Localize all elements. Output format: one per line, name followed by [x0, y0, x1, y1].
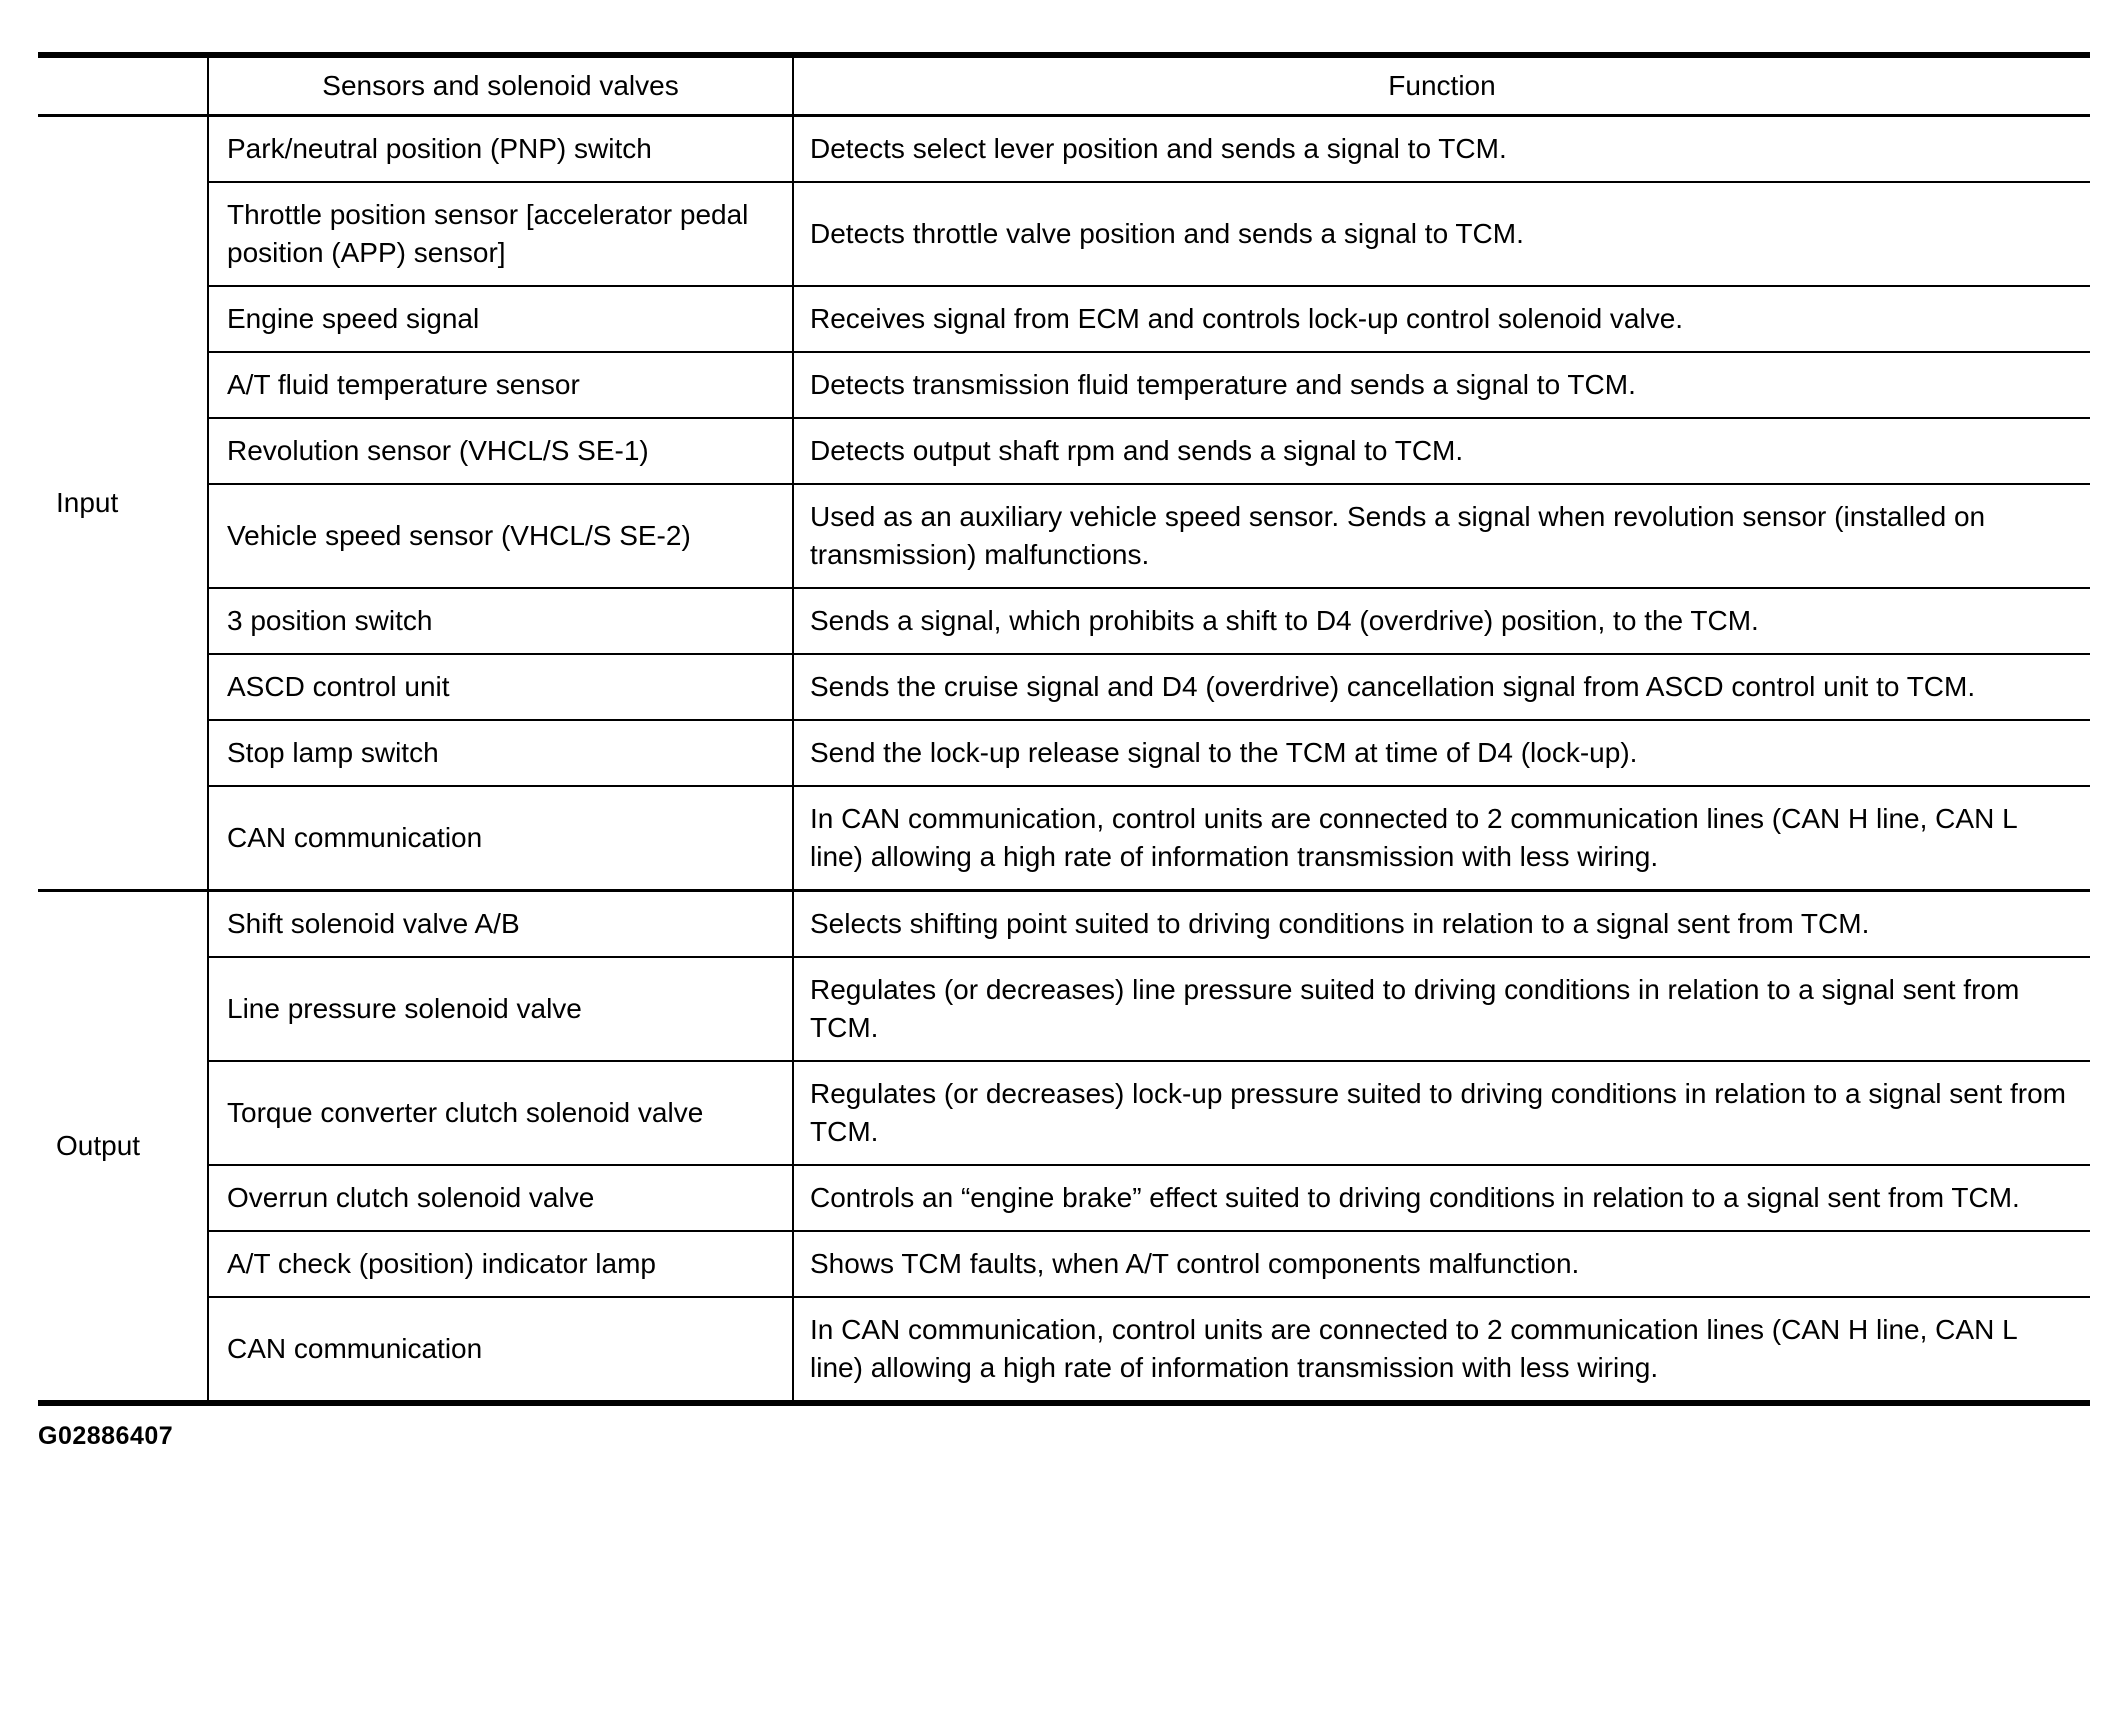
- table-row: [38, 957, 2090, 1061]
- sensor-cell: Line pressure solenoid valve: [208, 957, 793, 1061]
- function-cell: In CAN communication, control units are connected to 2 communication lines (CAN H line, CAN L line) allowing a high rate of information transmission with less wiring.: [793, 1297, 2090, 1403]
- sensor-cell: CAN communication: [208, 786, 793, 891]
- table-row: [38, 116, 2090, 183]
- function-cell: Send the lock-up release signal to the TCM at time of D4 (lock-up).: [793, 720, 2090, 786]
- sensor-cell: Engine speed signal: [208, 286, 793, 352]
- function-cell: Detects output shaft rpm and sends a signal to TCM.: [793, 418, 2090, 484]
- function-cell: Detects throttle valve position and sends a signal to TCM.: [793, 182, 2090, 286]
- sensor-cell: Throttle position sensor [accelerator pedal position (APP) sensor]: [208, 182, 793, 286]
- function-cell: Sends a signal, which prohibits a shift to D4 (overdrive) position, to the TCM.: [793, 588, 2090, 654]
- sensor-cell: Park/neutral position (PNP) switch: [208, 116, 793, 183]
- table-row: [38, 484, 2090, 588]
- sensor-cell: A/T check (position) indicator lamp: [208, 1231, 793, 1297]
- function-cell: Regulates (or decreases) line pressure suited to driving conditions in relation to a signal sent from TCM.: [793, 957, 2090, 1061]
- table-row: [38, 352, 2090, 418]
- function-cell: Controls an “engine brake” effect suited to driving conditions in relation to a signal sent from TCM.: [793, 1165, 2090, 1231]
- table-row: [38, 1231, 2090, 1297]
- sensor-cell: Overrun clutch solenoid valve: [208, 1165, 793, 1231]
- section-label-input: Input: [38, 116, 208, 891]
- sensor-cell: Torque converter clutch solenoid valve: [208, 1061, 793, 1165]
- function-cell: Detects transmission fluid temperature and sends a signal to TCM.: [793, 352, 2090, 418]
- sensor-cell: 3 position switch: [208, 588, 793, 654]
- table-row: [38, 786, 2090, 891]
- sensor-cell: Revolution sensor (VHCL/S SE-1): [208, 418, 793, 484]
- table-row: [38, 1297, 2090, 1403]
- sensor-cell: Shift solenoid valve A/B: [208, 891, 793, 958]
- sensor-cell: Vehicle speed sensor (VHCL/S SE-2): [208, 484, 793, 588]
- table-row: [38, 418, 2090, 484]
- figure-id: G02886407: [38, 1422, 174, 1450]
- sensor-cell: ASCD control unit: [208, 654, 793, 720]
- section-label-output: Output: [38, 891, 208, 1404]
- sensor-cell: Stop lamp switch: [208, 720, 793, 786]
- header-row: [38, 55, 2090, 116]
- function-cell: In CAN communication, control units are connected to 2 communication lines (CAN H line, CAN L line) allowing a high rate of information transmission with less wiring.: [793, 786, 2090, 891]
- table-row: [38, 588, 2090, 654]
- corner-header-cell: [38, 55, 208, 116]
- sensor-cell: CAN communication: [208, 1297, 793, 1403]
- sensors-column-header: Sensors and solenoid valves: [208, 55, 793, 116]
- table-row: [38, 182, 2090, 286]
- table-row: [38, 1165, 2090, 1231]
- function-cell: Shows TCM faults, when A/T control components malfunction.: [793, 1231, 2090, 1297]
- table-row: [38, 654, 2090, 720]
- table-row: [38, 720, 2090, 786]
- function-cell: Used as an auxiliary vehicle speed sensor. Sends a signal when revolution sensor (installed on transmission) malfunctions.: [793, 484, 2090, 588]
- table-row: [38, 286, 2090, 352]
- function-cell: Sends the cruise signal and D4 (overdrive) cancellation signal from ASCD control unit to TCM.: [793, 654, 2090, 720]
- function-cell: Receives signal from ECM and controls lock-up control solenoid valve.: [793, 286, 2090, 352]
- sensors-function-table: [38, 52, 2090, 1406]
- sensor-cell: A/T fluid temperature sensor: [208, 352, 793, 418]
- function-cell: Regulates (or decreases) lock-up pressure suited to driving conditions in relation to a signal sent from TCM.: [793, 1061, 2090, 1165]
- table-row: [38, 891, 2090, 958]
- function-cell: Detects select lever position and sends a signal to TCM.: [793, 116, 2090, 183]
- function-column-header: Function: [793, 55, 2090, 116]
- function-cell: Selects shifting point suited to driving conditions in relation to a signal sent from TCM.: [793, 891, 2090, 958]
- table-row: [38, 1061, 2090, 1165]
